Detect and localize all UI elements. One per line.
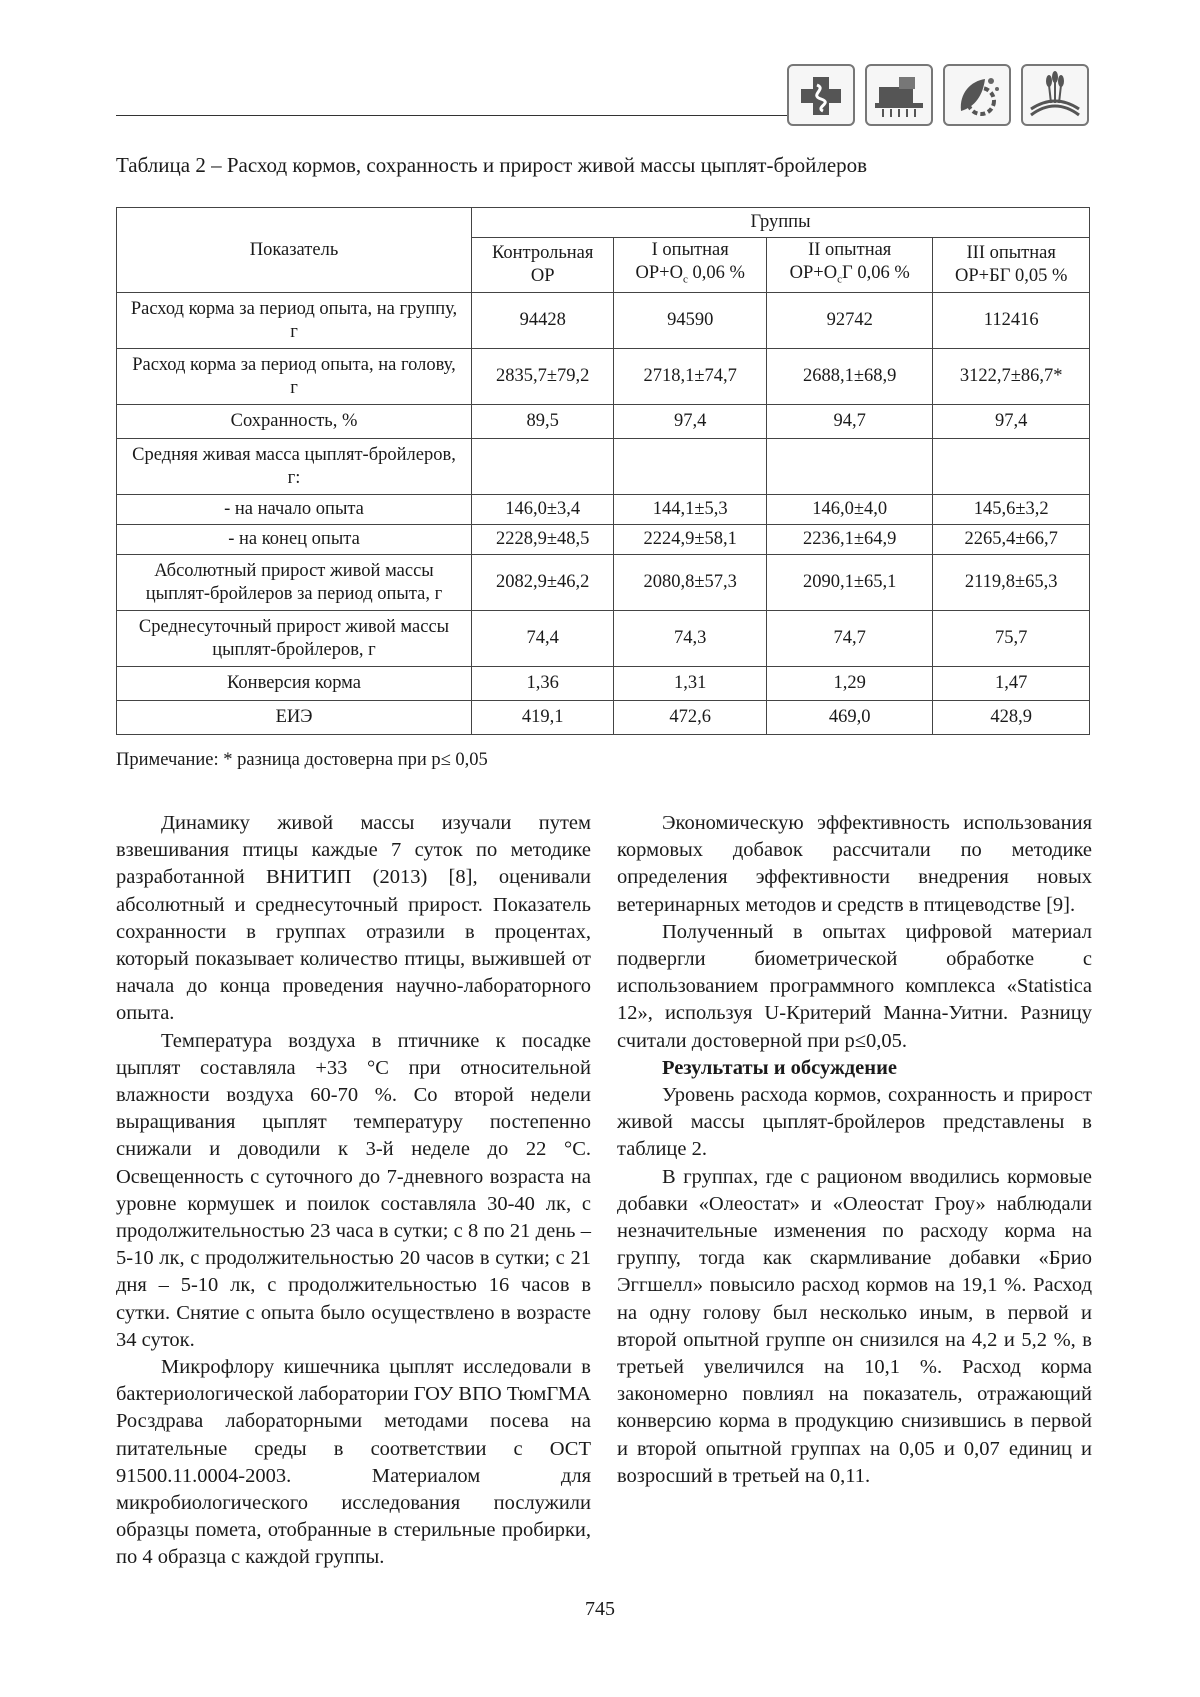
cell: 1,36 (472, 667, 614, 701)
header-icons (787, 64, 1089, 126)
leaf-gear-icon (943, 64, 1011, 126)
page-number: 745 (585, 1598, 615, 1620)
table-row (117, 349, 1090, 405)
wheat-field-icon (1021, 64, 1089, 126)
cell: 97,4 (933, 405, 1090, 439)
cell: 94428 (472, 293, 614, 349)
table-caption: Таблица 2 – Расход кормов, сохранность и прирост живой массы цыплят-бройлеров (116, 153, 868, 177)
cell: 2082,9±46,2 (472, 555, 614, 611)
row-label: Конверсия корма (117, 667, 472, 701)
header-rule (116, 115, 796, 116)
cell: 2228,9±48,5 (472, 525, 614, 555)
row-label: ЕИЭ (117, 701, 472, 735)
cell: 74,4 (472, 611, 614, 667)
indicator-header: Показатель (117, 208, 472, 293)
cell: 2224,9±58,1 (614, 525, 767, 555)
harvester-icon (865, 64, 933, 126)
cell (614, 439, 767, 495)
paragraph: Уровень расхода кормов, сохранность и прирост живой массы цыплят-бройлеров представлены в таблице 2. (617, 1084, 1092, 1161)
cell: 428,9 (933, 701, 1090, 735)
section-heading: Результаты и обсуждение (662, 1056, 897, 1079)
row-label: Абсолютный прирост живой массы цыплят-бройлеров за период опыта, г (117, 555, 472, 611)
table-row (117, 293, 1090, 349)
cell: 145,6±3,2 (933, 495, 1090, 525)
cell: 469,0 (767, 701, 933, 735)
row-label: Среднесуточный прирост живой массы цыплят-бройлеров, г (117, 611, 472, 667)
column-header: II опытная $ОР+О_сГ$ 0,06 % (767, 238, 933, 293)
cell: 146,0±4,0 (767, 495, 933, 525)
veterinary-cross-icon (787, 64, 855, 126)
row-label: - на начало опыта (117, 495, 472, 525)
row-label: - на конец опыта (117, 525, 472, 555)
cell: 472,6 (614, 701, 767, 735)
column-header: I опытная $ОР+О_с$ 0,06 % (614, 238, 767, 293)
cell: 2080,8±57,3 (614, 555, 767, 611)
table-row (117, 495, 1090, 525)
cell: 2265,4±66,7 (933, 525, 1090, 555)
table-row (117, 405, 1090, 439)
cell: 112416 (933, 293, 1090, 349)
cell: 1,47 (933, 667, 1090, 701)
cell: 1,31 (614, 667, 767, 701)
table-row (117, 555, 1090, 611)
cell: 74,7 (767, 611, 933, 667)
right-text-column (617, 810, 1092, 1490)
cell: 2119,8±65,3 (933, 555, 1090, 611)
paragraph: Полученный в опытах цифровой материал подвергли биометрической обработке с использованием программного комплекса «Statistica 12», используя U-Критерий Манна-Уитни. Разницу считали достоверной при р≤0,05. (617, 920, 1092, 1052)
row-label: Расход корма за период опыта, на группу, г (117, 293, 472, 349)
cell: 92742 (767, 293, 933, 349)
cell: 2718,1±74,7 (614, 349, 767, 405)
table-row (117, 439, 1090, 495)
cell: 2090,1±65,1 (767, 555, 933, 611)
column-header: III опытная ОР+БГ 0,05 % (933, 238, 1090, 293)
cell (767, 439, 933, 495)
cell: 94,7 (767, 405, 933, 439)
groups-header: Группы (472, 208, 1090, 238)
cell: 3122,7±86,7* (933, 349, 1090, 405)
column-header: Контрольная ОР (472, 238, 614, 293)
paragraph: В группах, где с рационом вводились кормовые добавки «Олеостат» и «Олеостат Гроу» наблюдали незначительные изменения по расходу корма на группу, тогда как скармливание добавки «Брио Эггшелл» повысило расход кормов на 19,1 %. Расход на одну голову был несколько иным, в первой и второй опытной группе он снизился на 4,2 и 5,2 %, в третьей увеличился на 10,1 %. Расход корма закономерно повлиял на показатель, отражающий конверсию корма в продукцию снизившись в первой и второй опытной группах на 0,05 и 0,07 единиц и возросший в третьей на 0,11. (617, 1165, 1092, 1487)
cell: 75,7 (933, 611, 1090, 667)
cell: 144,1±5,3 (614, 495, 767, 525)
table-row (117, 701, 1090, 735)
cell: 1,29 (767, 667, 933, 701)
cell: 146,0±3,4 (472, 495, 614, 525)
row-label: Средняя живая масса цыплят-бройлеров, г: (117, 439, 472, 495)
paragraph: Температура воздуха в птичнике к посадке цыплят составляла +33 °С при относительной влажности воздуха 60-70 %. Со второй недели выращивания цыплят температуру постепенно снижали и доводили к 3-й неделе до 22 °С. Освещенность с суточного до 7-дневного возраста на уровне кормушек и поилок составляла 30-40 лк, с продолжительностью 23 часа в сутки; с 8 по 21 день – 5-10 лк, с продолжительностью 20 часов в сутки; с 21 дня – 5-10 лк, с продолжительностью 16 часов в сутки. Снятие с опыта было осуществлено в возрасте 34 суток. (116, 1029, 591, 1351)
cell: 89,5 (472, 405, 614, 439)
table-note: Примечание: * разница достоверна при р≤ 0,05 (116, 750, 488, 770)
cell: 2236,1±64,9 (767, 525, 933, 555)
cell: 97,4 (614, 405, 767, 439)
row-label: Расход корма за период опыта, на голову, г (117, 349, 472, 405)
cell: 94590 (614, 293, 767, 349)
cell: 74,3 (614, 611, 767, 667)
cell: 2835,7±79,2 (472, 349, 614, 405)
paragraph: Динамику живой массы изучали путем взвешивания птицы каждые 7 суток по методике разработанной ВНИТИП (2013) [8], оценивали абсолютный и среднесуточный прирост. Показатель сохранности в группах отразили в процентах, который показывает количество птицы, выжившей от начала до конца проведения научно-лабораторного опыта. (116, 812, 591, 1025)
table-row (117, 667, 1090, 701)
paragraph: Микрофлору кишечника цыплят исследовали в бактериологической лаборатории ГОУ ВПО ТюмГМА Росздрава лабораторными методами посева на питательные среды в соответствии с ОСТ 91500.11.0004-2003. Материалом для микробиологического исследования послужили образцы помета, отобранные в стерильные пробирки, по 4 образца с каждой группы. (116, 1356, 591, 1569)
paragraph: Экономическую эффективность использования кормовых добавок рассчитали по методике определения эффективности внедрения новых ветеринарных методов и средств в птицеводстве [9]. (617, 812, 1092, 916)
data-table (116, 207, 1090, 735)
row-label: Сохранность, % (117, 405, 472, 439)
table-row (117, 611, 1090, 667)
cell: 419,1 (472, 701, 614, 735)
cell (472, 439, 614, 495)
cell (933, 439, 1090, 495)
table-row (117, 525, 1090, 555)
cell: 2688,1±68,9 (767, 349, 933, 405)
left-text-column (116, 810, 591, 1572)
